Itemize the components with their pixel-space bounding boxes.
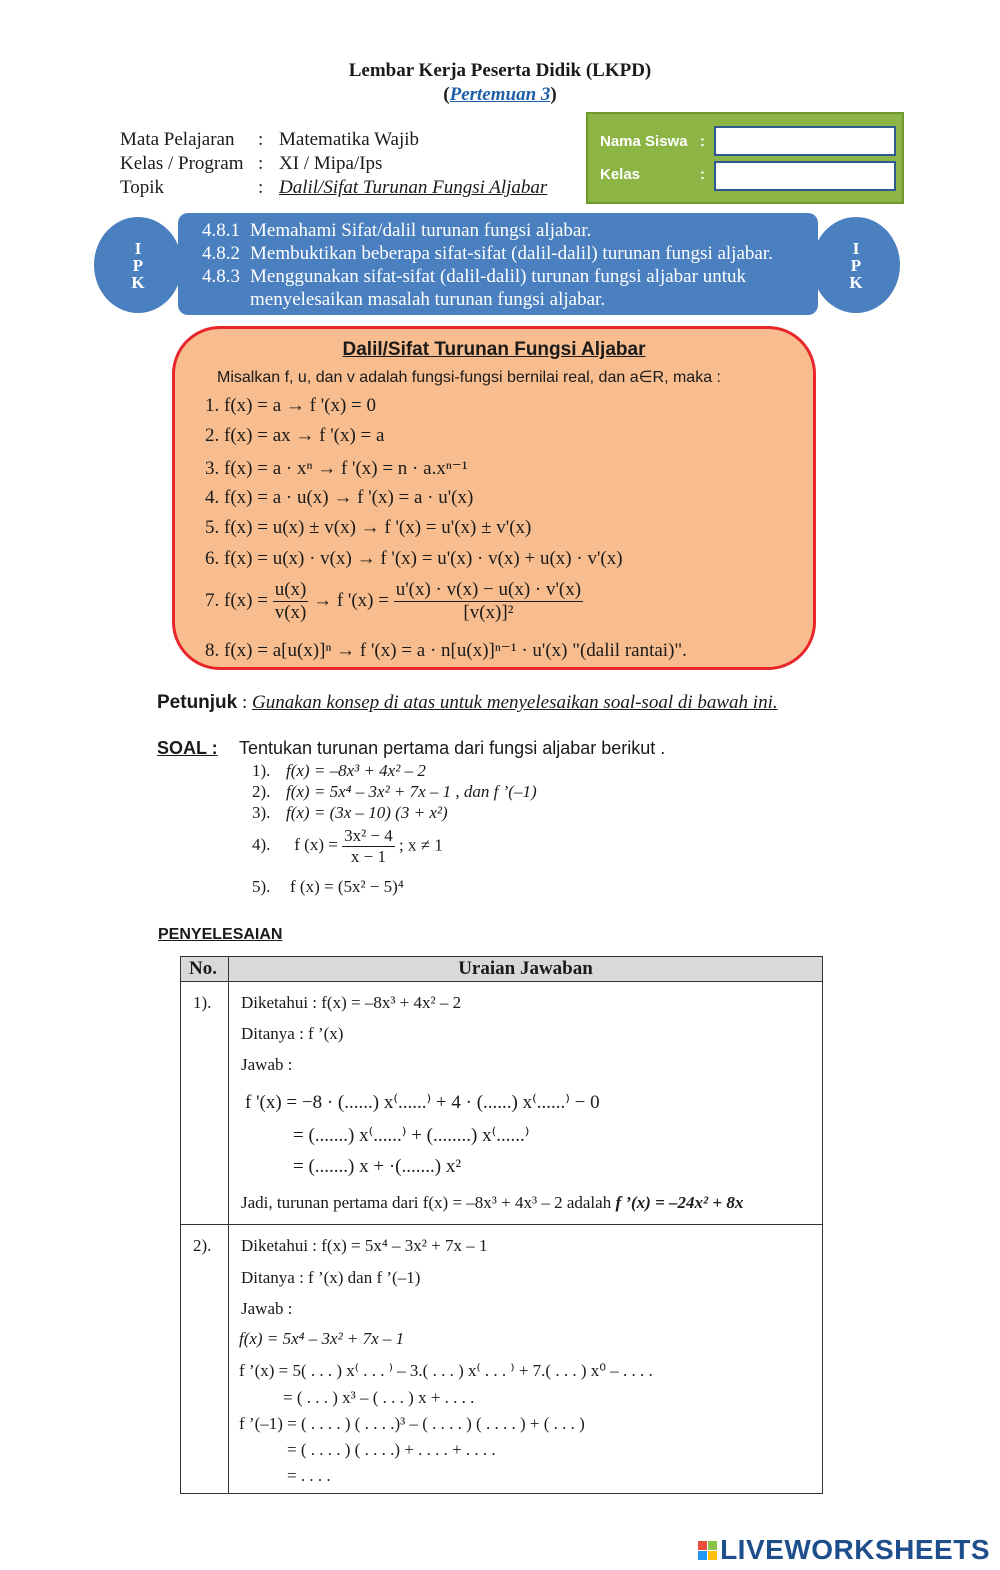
row-1-step-2[interactable]: = (.......) x⁽......⁾ + (........) x⁽......⁾ <box>293 1125 530 1146</box>
question-number: 4). <box>252 835 271 855</box>
info-key: Kelas / Program <box>120 153 244 174</box>
questions-label: SOAL : <box>157 738 218 758</box>
rule-7-mid: f '(x) = <box>336 589 389 611</box>
ipk-indicators <box>178 213 818 315</box>
header-answer: Uraian Jawaban <box>458 958 593 979</box>
question-text: f(x) = (3x – 10) (3 + x²) <box>286 803 448 822</box>
liveworksheets-logo[interactable] <box>698 1534 990 1566</box>
row-2-function: f(x) = 5x⁴ – 3x² + 7x – 1 <box>239 1329 405 1348</box>
ipk-letter: P <box>850 255 862 275</box>
question-5 <box>252 877 404 897</box>
info-sep: : <box>258 129 264 150</box>
fraction-denominator: [v(x)]² <box>463 602 514 623</box>
question-number: 2). <box>252 782 271 801</box>
ipk-item-text: Menggunakan sifat-sifat (dalil-dalil) turunan fungsi aljabar untuk <box>250 266 746 287</box>
questions-header <box>157 738 666 759</box>
fraction-numerator: 3x² − 4 <box>344 826 393 845</box>
logo-square <box>698 1541 707 1550</box>
ipk-letter: P <box>132 255 144 275</box>
ipk-letter: K <box>131 272 145 292</box>
row-2-number: 2). <box>193 1236 212 1255</box>
ipk-item <box>202 219 818 242</box>
rule-7-arrow: → <box>313 589 333 611</box>
logo-square <box>698 1551 707 1560</box>
row-2-step-4[interactable]: = ( . . . . ) ( . . . .) + . . . . + . . . . <box>287 1440 496 1459</box>
info-sep: : <box>258 177 264 198</box>
info-value: Dalil/Sifat Turunan Fungsi Aljabar <box>279 177 548 198</box>
info-row-topic <box>120 176 547 200</box>
row-2-asked: Ditanya : f ’(x) dan f ’(–1) <box>241 1268 421 1287</box>
ipk-badge-right <box>812 217 900 313</box>
rule-7-lhs: f(x) = <box>224 589 268 611</box>
document-subtitle <box>0 84 1000 106</box>
logo-square <box>708 1541 717 1550</box>
solution-table <box>180 956 823 1494</box>
derivative-rules-box <box>172 326 816 670</box>
fraction-numerator: u'(x) · v(x) − u(x) · v'(x) <box>395 579 582 600</box>
student-class-colon: : <box>700 166 705 183</box>
rule-8: 8. f(x) = a[u(x)]ⁿ → f '(x) = a · n[u(x)]ⁿ⁻¹ · u'(x) "(dalil rantai)". <box>205 640 687 661</box>
logo-icon <box>698 1541 717 1560</box>
info-row-subject <box>120 128 547 152</box>
ipk-item-text: Memahami Sifat/dalil turunan fungsi aljabar. <box>250 220 592 241</box>
subtitle-open: ( <box>443 84 450 105</box>
row-1-step-1[interactable]: f '(x) = −8 · (......) x⁽......⁾ + 4 · (......) x⁽......⁾ − 0 <box>245 1092 600 1113</box>
row-2-step-5[interactable]: = . . . . <box>287 1466 331 1485</box>
row-1-step-3[interactable]: = (.......) x + ·(.......) x² <box>293 1156 462 1177</box>
ipk-item-number: 4.8.3 <box>202 266 240 287</box>
instructions-sep: : <box>237 692 253 713</box>
rule-7 <box>205 579 583 624</box>
student-name-colon: : <box>700 133 705 150</box>
course-info <box>120 128 547 200</box>
info-value: Matematika Wajib <box>279 129 420 150</box>
rule-3: 3. f(x) = a · xⁿ → f '(x) = n · a.xⁿ⁻¹ <box>205 458 468 479</box>
info-value: XI / Mipa/Ips <box>279 153 383 174</box>
question-4-lhs: f (x) = <box>294 835 338 855</box>
instructions <box>157 692 778 714</box>
question-number: 5). <box>252 877 271 896</box>
logo-square <box>708 1551 717 1560</box>
info-key: Mata Pelajaran <box>120 129 235 150</box>
questions-instruction: Tentukan turunan pertama dari fungsi aljabar berikut . <box>239 738 666 758</box>
row-2-given: Diketahui : f(x) = 5x⁴ – 3x² + 7x – 1 <box>241 1236 488 1255</box>
info-key: Topik <box>120 177 165 198</box>
ipk-item <box>202 265 818 288</box>
conclusion-text: Jadi, turunan pertama dari f(x) = –8x³ + 4x³ – 2 adalah <box>241 1193 612 1212</box>
student-name-field[interactable] <box>714 126 896 156</box>
rule-6: 6. f(x) = u(x) · v(x) → f '(x) = u'(x) · v(x) + u(x) · v'(x) <box>205 548 623 569</box>
document-title: Lembar Kerja Peserta Didik (LKPD) <box>348 60 652 81</box>
ipk-item <box>202 288 818 311</box>
fraction-denominator: v(x) <box>274 602 307 623</box>
row-1-answer-label: Jawab : <box>241 1055 293 1074</box>
question-number: 1). <box>252 761 271 780</box>
ipk-letter: I <box>134 238 142 258</box>
info-row-class <box>120 152 547 176</box>
solution-label: PENYELESAIAN <box>158 926 283 943</box>
instructions-label: Petunjuk <box>157 692 238 713</box>
ipk-item-number: 4.8.2 <box>202 243 240 264</box>
rule-7-number: 7. <box>205 589 220 611</box>
question-3 <box>252 803 448 823</box>
row-1-number: 1). <box>193 993 212 1012</box>
ipk-item <box>202 242 818 265</box>
question-1 <box>252 761 426 781</box>
ipk-letter: I <box>852 238 860 258</box>
logo-text: LIVEWORKSHEETS <box>720 1534 990 1565</box>
table-header <box>181 957 822 982</box>
conclusion-result: f ’(x) = –24x² + 8x <box>615 1193 744 1212</box>
subtitle-close: ) <box>550 84 557 105</box>
ipk-letter: K <box>849 272 863 292</box>
question-4-tail: ; x ≠ 1 <box>399 835 443 855</box>
student-info-box <box>586 112 904 204</box>
rule-7-fraction-1 <box>273 579 309 624</box>
question-text: f (x) = (5x² − 5)⁴ <box>290 877 404 896</box>
question-4 <box>252 826 443 867</box>
row-1-conclusion <box>241 1193 743 1213</box>
ipk-item-number <box>202 288 250 311</box>
info-sep: : <box>258 153 264 174</box>
ipk-badge-left <box>94 217 182 313</box>
question-number: 3). <box>252 803 271 822</box>
rules-intro: Misalkan f, u, dan v adalah fungsi-fungsi bernilai real, dan a∈R, maka : <box>217 369 721 386</box>
ipk-item-number: 4.8.1 <box>202 220 240 241</box>
student-class-field[interactable] <box>714 161 896 191</box>
rule-5: 5. f(x) = u(x) ± v(x) → f '(x) = u'(x) ± v'(x) <box>205 517 532 538</box>
rule-2: 2. f(x) = ax → f '(x) = a <box>205 425 385 446</box>
student-class-label: Kelas <box>600 166 641 183</box>
rules-title: Dalil/Sifat Turunan Fungsi Aljabar <box>342 339 646 360</box>
question-4-fraction <box>342 826 395 867</box>
row-1-asked: Ditanya : f ’(x) <box>241 1024 344 1043</box>
row-1-given: Diketahui : f(x) = –8x³ + 4x² – 2 <box>241 993 462 1012</box>
fraction-numerator: u(x) <box>274 579 307 600</box>
row-2-answer-label: Jawab : <box>241 1299 293 1318</box>
question-text: f(x) = –8x³ + 4x² – 2 <box>286 761 426 780</box>
row-2-step-3[interactable]: f ’(–1) = ( . . . . ) ( . . . .)³ – ( . . . . ) ( . . . . ) + ( . . . ) <box>239 1414 585 1433</box>
rule-4: 4. f(x) = a · u(x) → f '(x) = a · u'(x) <box>205 487 474 508</box>
row-2-step-2[interactable]: = ( . . . ) x³ – ( . . . ) x + . . . . <box>283 1388 475 1407</box>
ipk-item-text: Membuktikan beberapa sifat-sifat (dalil-dalil) turunan fungsi aljabar. <box>250 243 773 264</box>
fraction-denominator: x − 1 <box>350 847 386 866</box>
rule-7-fraction-2 <box>394 579 583 624</box>
question-text: f(x) = 5x⁴ – 3x² + 7x – 1 , dan f ’(–1) <box>286 782 537 801</box>
column-divider <box>228 957 229 1493</box>
meeting-link[interactable]: Pertemuan 3 <box>449 84 551 105</box>
row-2-step-1[interactable]: f ’(x) = 5( . . . ) x⁽ . . . ⁾ – 3.( . . . ) x⁽ . . . ⁾ + 7.( . . . ) x⁰ – . . . . <box>239 1361 653 1380</box>
rule-1: 1. f(x) = a → f '(x) = 0 <box>205 395 376 416</box>
instructions-text: Gunakan konsep di atas untuk menyelesaikan soal-soal di bawah ini. <box>252 692 778 713</box>
student-name-label: Nama Siswa <box>600 133 688 150</box>
question-2 <box>252 782 537 802</box>
header-no: No. <box>189 958 217 979</box>
row-divider <box>181 1224 822 1225</box>
ipk-item-text: menyelesaikan masalah turunan fungsi aljabar. <box>250 289 606 310</box>
